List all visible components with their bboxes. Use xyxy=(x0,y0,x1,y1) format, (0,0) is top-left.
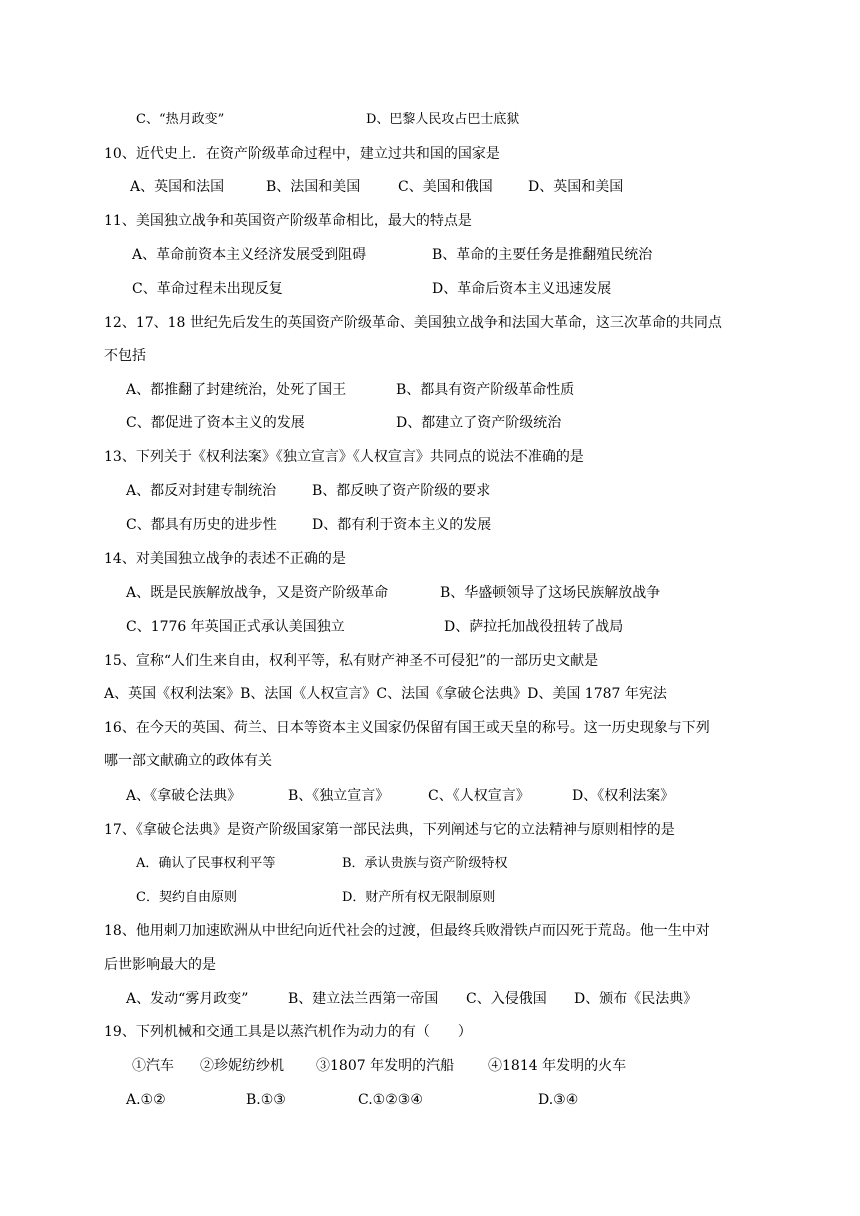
option-q18-c: C、入侵俄国 xyxy=(466,991,547,1007)
option-q19-a: A.①② xyxy=(126,1092,166,1108)
option-q19-b: B.①③ xyxy=(246,1092,286,1108)
question-12-stem-line1: 12、17、18 世纪先后发生的英国资产阶级革命、美国独立战争和法国大革命，这三次革命的共同点 xyxy=(104,315,722,331)
option-q12-a: A、都推翻了封建统治，处死了国王 xyxy=(126,382,347,398)
option-q13-c: C、都具有历史的进步性 xyxy=(126,517,277,533)
option-q16-d: D、《权利法案》 xyxy=(572,788,675,804)
q19-item-2: ②珍妮纺纱机 xyxy=(200,1058,284,1074)
question-16-stem-line1: 16、在今天的英国、荷兰、日本等资本主义国家仍保留有国王或天皇的称号。这一历史现象与下列 xyxy=(104,720,710,736)
option-q10-b: B、法国和美国 xyxy=(266,179,361,195)
question-15-options: A、英国《权利法案》B、法国《人权宣言》C、法国《拿破仑法典》D、美国 1787 年宪法 xyxy=(104,686,667,702)
option-q12-c: C、都促进了资本主义的发展 xyxy=(126,415,305,431)
option-q17-b: B．承认贵族与资产阶级特权 xyxy=(342,856,508,871)
option-q9-d: D、巴黎人民攻占巴士底狱 xyxy=(366,112,520,127)
question-16-stem-line2: 哪一部文献确立的政体有关 xyxy=(104,753,272,769)
option-q19-c: C.①②③④ xyxy=(358,1092,423,1108)
option-q11-b: B、革命的主要任务是推翻殖民统治 xyxy=(432,247,653,263)
option-q17-c: C．契约自由原则 xyxy=(136,890,237,905)
option-q10-c: C、美国和俄国 xyxy=(398,179,493,195)
q19-item-3: ③1807 年发明的汽船 xyxy=(316,1058,455,1074)
option-q13-d: D、都有利于资本主义的发展 xyxy=(312,517,492,533)
option-q16-c: C、《人权宣言》 xyxy=(428,788,530,804)
option-q10-a: A、英国和法国 xyxy=(130,179,225,195)
q19-item-4: ④1814 年发明的火车 xyxy=(488,1058,627,1074)
question-18-stem-line2: 后世影响最大的是 xyxy=(104,957,216,973)
option-q17-a: A．确认了民事权利平等 xyxy=(136,856,276,871)
option-q9-c: C、“热月政变” xyxy=(136,112,225,127)
option-q12-d: D、都建立了资产阶级统治 xyxy=(396,415,562,431)
question-11-stem: 11、美国独立战争和英国资产阶级革命相比，最大的特点是 xyxy=(104,213,472,229)
option-q14-c: C、1776 年英国正式承认美国独立 xyxy=(126,619,345,635)
option-q14-d: D、萨拉托加战役扭转了战局 xyxy=(444,619,624,635)
question-10-stem: 10、近代史上．在资产阶级革命过程中，建立过共和国的国家是 xyxy=(104,146,500,162)
question-18-stem-line1: 18、他用刺刀加速欧洲从中世纪向近代社会的过渡，但最终兵败滑铁卢而囚死于荒岛。他一生中对 xyxy=(104,923,710,939)
q19-item-1: ①汽车 xyxy=(132,1058,174,1074)
option-q14-b: B、华盛顿领导了这场民族解放战争 xyxy=(440,585,661,601)
question-17-stem: 17、《拿破仑法典》是资产阶级国家第一部民法典，下列阐述与它的立法精神与原则相悖的是 xyxy=(104,822,675,838)
option-q11-c: C、革命过程未出现反复 xyxy=(132,281,283,297)
question-13-stem: 13、下列关于《权利法案》《独立宣言》《人权宣言》共同点的说法不准确的是 xyxy=(104,449,584,465)
option-q13-b: B、都反映了资产阶级的要求 xyxy=(312,483,491,499)
option-q18-d: D、颁布《民法典》 xyxy=(574,991,698,1007)
option-q10-d: D、英国和美国 xyxy=(528,179,624,195)
option-q19-d: D.③④ xyxy=(538,1092,579,1108)
option-q11-d: D、革命后资本主义迅速发展 xyxy=(432,281,612,297)
option-q14-a: A、既是民族解放战争，又是资产阶级革命 xyxy=(126,585,389,601)
question-19-stem: 19、下列机械和交通工具是以蒸汽机作为动力的有（ ） xyxy=(104,1024,472,1040)
option-q18-a: A、发动“雾月政变” xyxy=(126,991,249,1007)
option-q13-a: A、都反对封建专制统治 xyxy=(126,483,277,499)
option-q11-a: A、革命前资本主义经济发展受到阻碍 xyxy=(132,247,367,263)
question-12-stem-line2: 不包括 xyxy=(104,348,146,364)
option-q18-b: B、建立法兰西第一帝国 xyxy=(288,991,439,1007)
question-15-stem: 15、宣称“人们生来自由，权利平等，私有财产神圣不可侵犯”的一部历史文献是 xyxy=(104,653,599,669)
option-q17-d: D．财产所有权无限制原则 xyxy=(342,890,496,905)
option-q16-b: B、《独立宣言》 xyxy=(288,788,390,804)
option-q16-a: A、《拿破仑法典》 xyxy=(126,788,242,804)
question-14-stem: 14、对美国独立战争的表述不正确的是 xyxy=(104,551,346,567)
option-q12-b: B、都具有资产阶级革命性质 xyxy=(396,382,575,398)
